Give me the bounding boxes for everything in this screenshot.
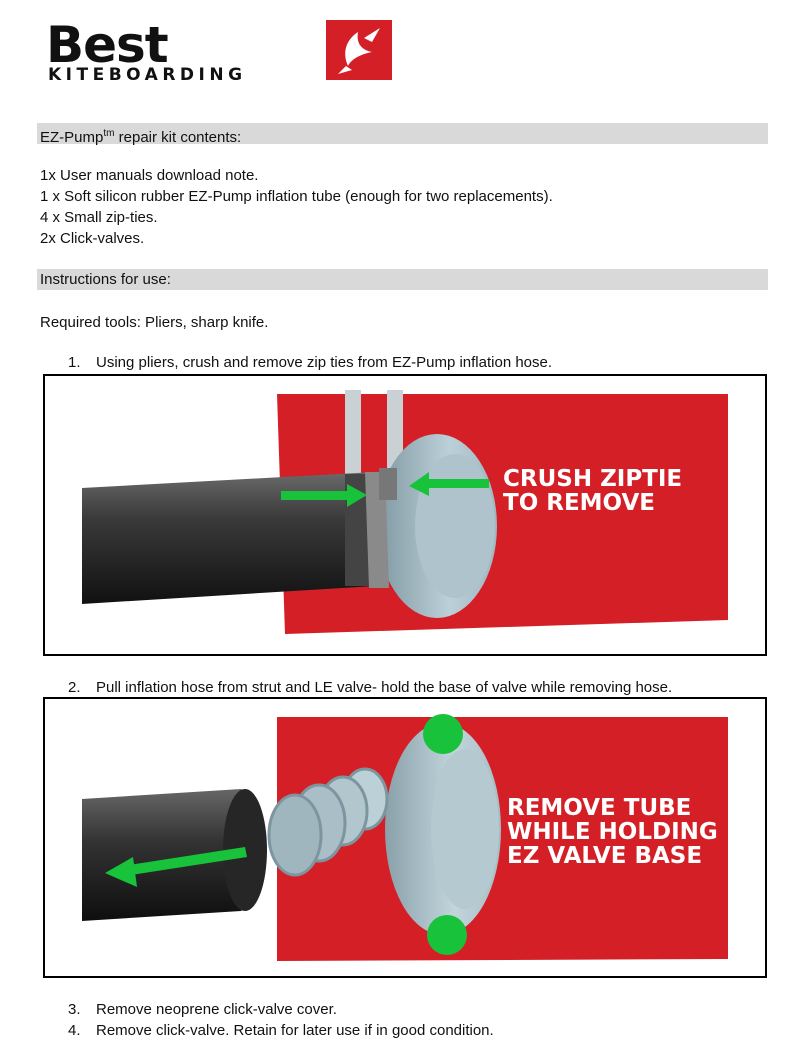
required-tools: Required tools: Pliers, sharp knife.	[40, 314, 269, 331]
figure-remove-tube	[43, 697, 767, 978]
step-number: 2.	[68, 679, 81, 696]
figure2-caption-line1: REMOVE TUBE	[507, 795, 692, 821]
contents-item: 4 x Small zip-ties.	[40, 209, 158, 226]
figure1-caption-line1: CRUSH ZIPTIE	[503, 466, 683, 492]
step-text: Remove neoprene click-valve cover.	[96, 1001, 337, 1018]
figure-crush-ziptie	[43, 374, 767, 656]
logo-kite-fish-icon	[326, 20, 392, 80]
instructions-header: Instructions for use:	[37, 269, 768, 290]
hold-point-bottom-icon	[427, 915, 467, 955]
contents-item: 2x Click-valves.	[40, 230, 145, 247]
figure1-caption-line2: TO REMOVE	[503, 490, 656, 516]
step-text: Remove click-valve. Retain for later use if in good condition.	[96, 1022, 494, 1039]
logo-subtitle: KITEBOARDING	[48, 65, 247, 84]
step-number: 4.	[68, 1022, 81, 1039]
step-text: Pull inflation hose from strut and LE valve- hold the base of valve while removing hose.	[96, 679, 673, 696]
figure2-caption-line3: EZ VALVE BASE	[507, 843, 703, 869]
brand-logo	[46, 18, 396, 84]
figure2-caption-line2: WHILE HOLDING	[507, 819, 718, 845]
step-number: 3.	[68, 1001, 81, 1018]
contents-item: 1x User manuals download note.	[40, 167, 259, 184]
step-number: 1.	[68, 354, 81, 371]
contents-header: EZ-Pump$^{tm}$ repair kit contents:	[37, 123, 768, 144]
hold-point-top-icon	[423, 714, 463, 754]
step-text: Using pliers, crush and remove zip ties from EZ-Pump inflation hose.	[96, 354, 553, 371]
logo-wordmark: Best	[46, 18, 168, 74]
contents-item: 1 x Soft silicon rubber EZ-Pump inflation tube (enough for two replacements).	[40, 188, 553, 205]
